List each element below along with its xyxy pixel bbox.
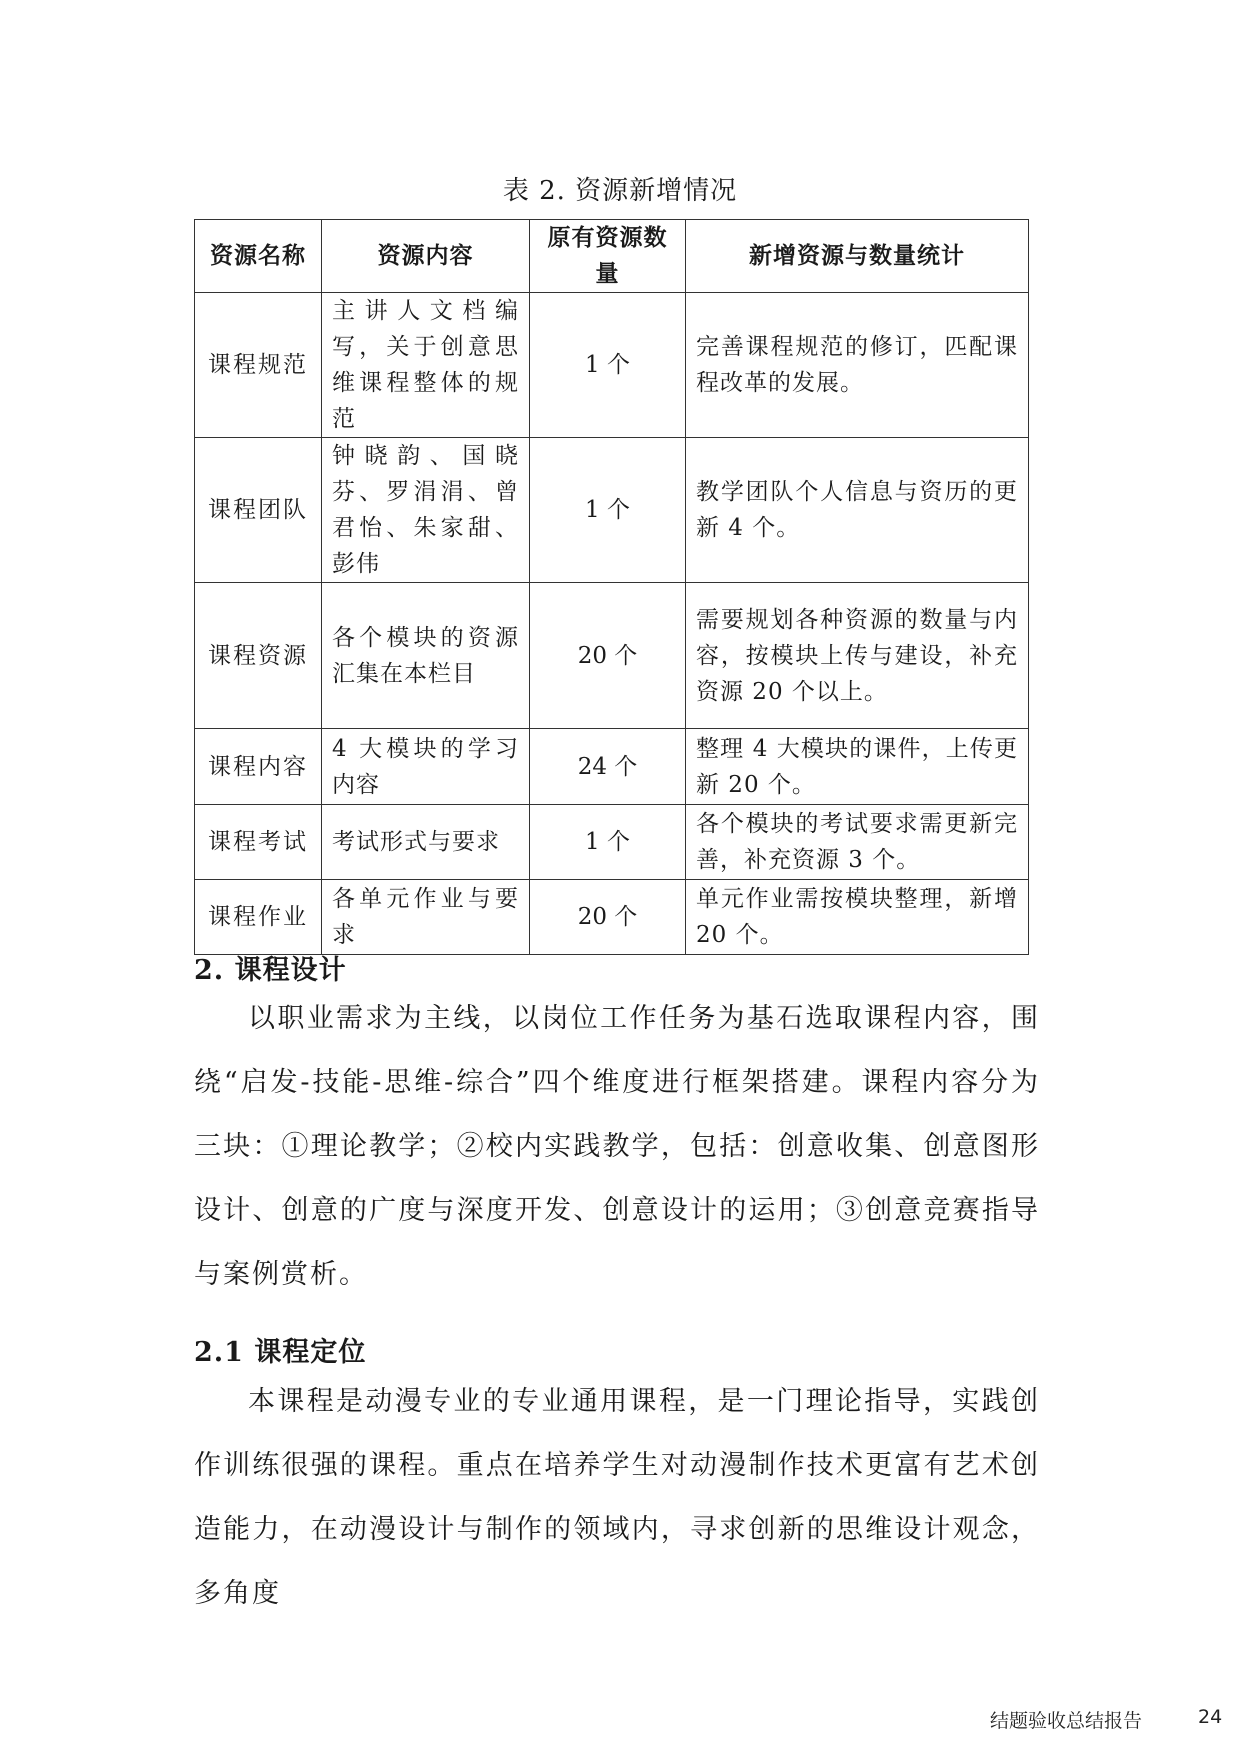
header-new-stat: 新增资源与数量统计 [686, 220, 1029, 293]
table-row [195, 805, 1029, 880]
row-name: 课程资源 [195, 583, 322, 729]
row-name: 课程作业 [195, 880, 322, 955]
row-content: 各个模块的资源汇集在本栏目 [322, 583, 530, 729]
table-header-row [195, 220, 1029, 293]
row-content: 钟晓韵、国晓芬、罗涓涓、曾君怡、朱家甜、彭伟 [322, 438, 530, 583]
row-name: 课程考试 [195, 805, 322, 880]
row-content: 各单元作业与要求 [322, 880, 530, 955]
row-content: 考试形式与要求 [322, 805, 530, 880]
table-row [195, 293, 1029, 438]
row-count: 1 个 [530, 805, 686, 880]
row-stat: 单元作业需按模块整理，新增 20 个。 [686, 880, 1029, 955]
row-name: 课程内容 [195, 729, 322, 805]
row-name: 课程团队 [195, 438, 322, 583]
section-heading-course-positioning: 2.1 课程定位 [194, 1337, 367, 1368]
paragraph-course-design: 以职业需求为主线，以岗位工作任务为基石选取课程内容，围绕“启发-技能-思维-综合”四个维度进行框架搭建。课程内容分为三块：①理论教学；②校内实践教学，包括：创意收集、创意图形设计、创意的广度与深度开发、创意设计的运用；③创意竞赛指导与案例赏析。 [194, 1003, 1040, 1290]
row-stat: 教学团队个人信息与资历的更新 4 个。 [686, 438, 1029, 583]
row-count: 20 个 [530, 880, 686, 955]
row-stat: 需要规划各种资源的数量与内容，按模块上传与建设，补充资源 20 个以上。 [686, 583, 1029, 729]
row-count: 20 个 [530, 583, 686, 729]
table-caption: 表 2. 资源新增情况 [502, 176, 738, 206]
row-count: 1 个 [530, 293, 686, 438]
table-row [195, 438, 1029, 583]
table-row [195, 583, 1029, 729]
resource-table [194, 219, 1029, 955]
footer-report-label: 结题验收总结报告 [990, 1710, 1143, 1732]
row-count: 1 个 [530, 438, 686, 583]
header-original-count: 原有资源数量 [530, 220, 686, 293]
header-resource-content: 资源内容 [322, 220, 530, 293]
row-stat: 整理 4 大模块的课件，上传更新 20 个。 [686, 729, 1029, 805]
row-stat: 完善课程规范的修订，匹配课程改革的发展。 [686, 293, 1029, 438]
footer-page-number: 24 [1198, 1706, 1223, 1728]
section-heading-course-design: 2. 课程设计 [194, 955, 347, 986]
row-stat: 各个模块的考试要求需更新完善，补充资源 3 个。 [686, 805, 1029, 880]
row-content: 主讲人文档编写，关于创意思维课程整体的规范 [322, 293, 530, 438]
row-count: 24 个 [530, 729, 686, 805]
row-content: 4 大模块的学习内容 [322, 729, 530, 805]
table-row [195, 880, 1029, 955]
table-row [195, 729, 1029, 805]
row-name: 课程规范 [195, 293, 322, 438]
paragraph-course-positioning: 本课程是动漫专业的专业通用课程，是一门理论指导，实践创作训练很强的课程。重点在培养学生对动漫制作技术更富有艺术创造能力，在动漫设计与制作的领域内，寻求创新的思维设计观念，多角度 [194, 1386, 1040, 1609]
header-resource-name: 资源名称 [195, 220, 322, 293]
